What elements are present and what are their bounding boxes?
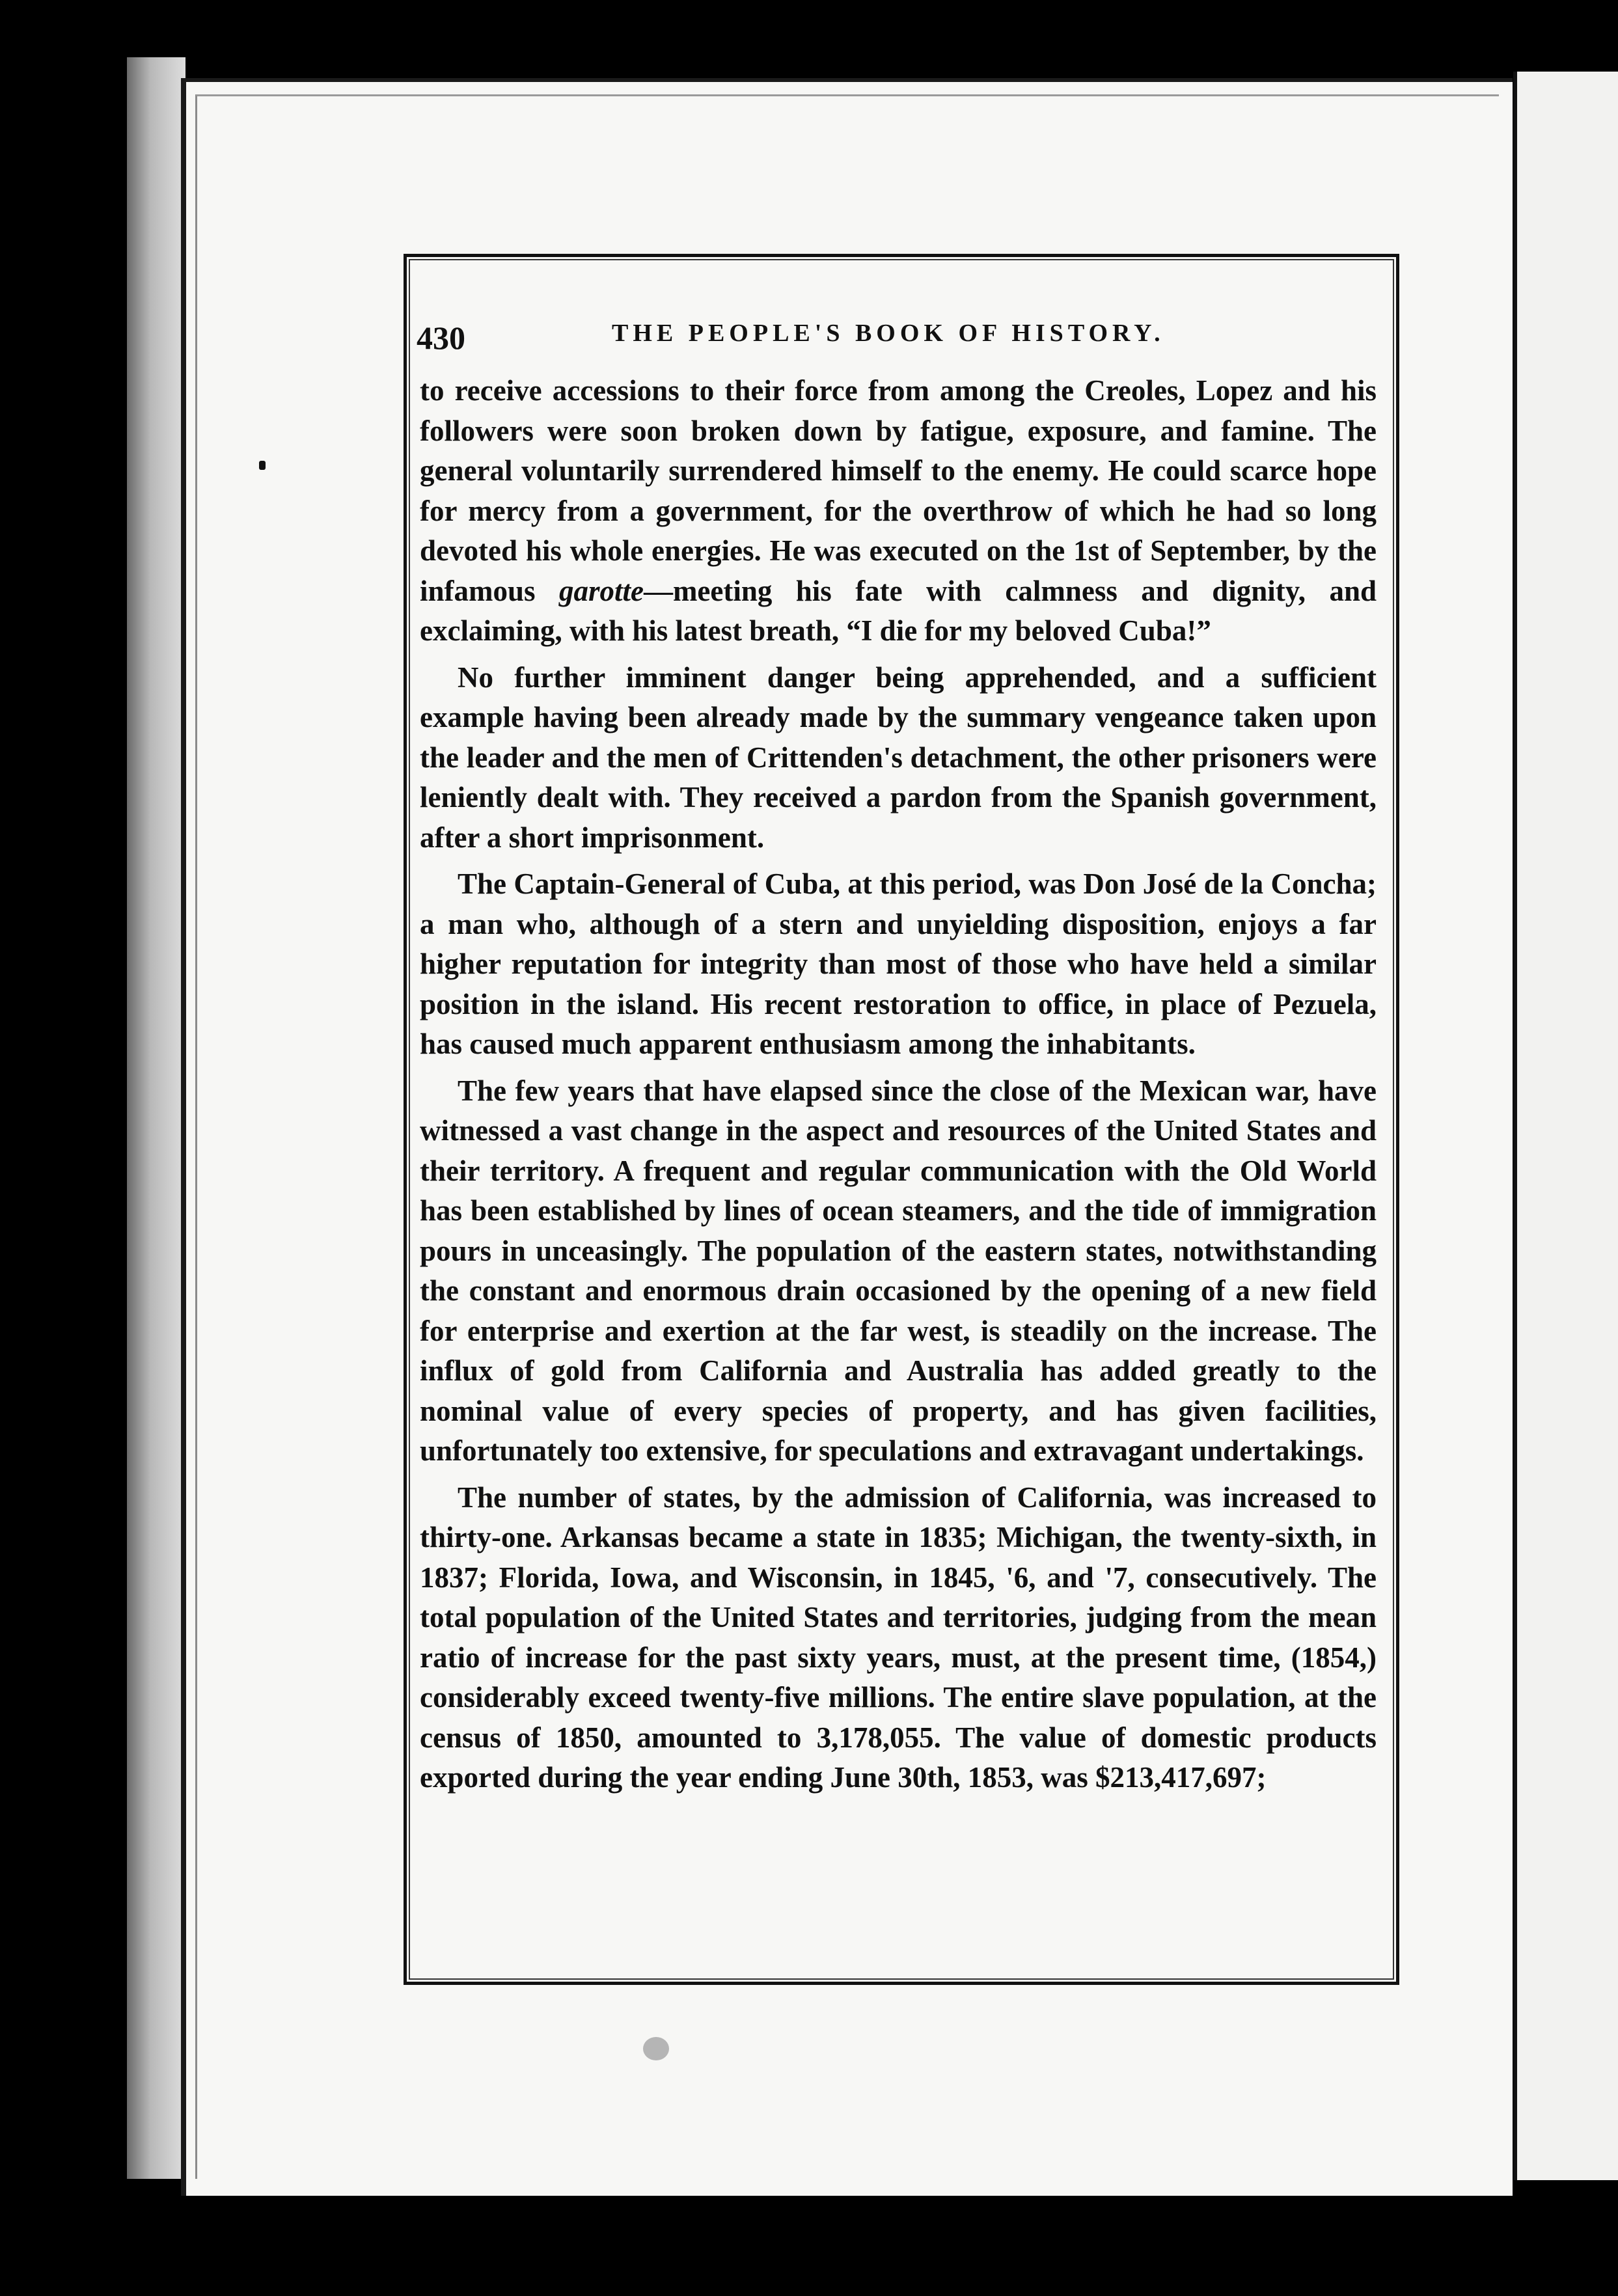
page-header bbox=[417, 319, 1380, 364]
page-number: 430 bbox=[417, 320, 465, 356]
running-title: THE PEOPLE'S BOOK OF HISTORY. bbox=[612, 320, 1165, 347]
paragraph-3: The Captain-General of Cuba, at this period, was Don José de la Concha; a man who, although of a stern and unyielding disposition, enjoys a far higher reputation for integrity than most of those who have held a similar position in the island. His recent restoration to office, in place of Pezuela, has caused much apparent enthusiasm among the inhabitants. bbox=[420, 868, 1377, 1060]
paragraph-1-before: to receive accessions to their force from among the Creoles, Lopez and his followers were soon broken down by fatigue, exposure, and famine. The general voluntarily surrendered himself to the enemy. He could scarce hope for mercy from a government, for the overthrow of which he had so long devoted his whole energies. He was executed on the 1st of September, by the infamous bbox=[420, 374, 1377, 607]
emphasis-garotte: garotte bbox=[558, 574, 644, 607]
paragraph-2: No further imminent danger being apprehended, and a sufficient example having been already made by the summary vengeance taken upon the leader and the men of Crittenden's detachment, the other prisoners were leniently dealt with. They received a pardon from the Spanish government, after a short imprisonment. bbox=[420, 661, 1377, 854]
scan-margin-strip bbox=[127, 57, 185, 2179]
paragraph-4: The few years that have elapsed since the close of the Mexican war, have witnessed a vast change in the aspect and resources of the United States and their territory. A frequent and regular communication with the Old World has been established by lines of ocean steamers, and the tide of immigration pours in unceasingly. The population of the eastern states, notwithstanding the constant and enormous drain occasioned by the opening of a new field for enterprise and exertion at the far west, is steadily on the increase. The influx of gold from California and Australia has added greatly to the nominal value of every species of property, and has given facilities, unfortunately too extensive, for speculations and extravagant undertakings. bbox=[420, 1074, 1377, 1467]
paragraph-1 bbox=[420, 371, 1377, 651]
paragraph-1-after: —meeting his fate with calmness and dignity, and exclaiming, with his latest breath, “I die for my beloved Cuba!” bbox=[420, 574, 1377, 647]
body-text bbox=[420, 371, 1377, 1805]
paragraph-5: The number of states, by the admission of California, was increased to thirty-one. Arkansas became a state in 1835; Michigan, the twenty-sixth, in 1837; Florida, Iowa, and Wisconsin, in 1845, '6, and '7, consecutively. The total population of the United States and territories, judging from the mean ratio of increase for the past sixty years, must, at the present time, (1854,) considerably exceed twenty-five millions. The entire slave population, at the census of 1850, amounted to 3,178,055. The value of domestic products exported during the year ending June 30th, 1853, was $213,417,697; bbox=[420, 1481, 1377, 1794]
margin-mark bbox=[259, 461, 266, 470]
facing-page-edge bbox=[1513, 72, 1618, 2180]
scan-speck bbox=[643, 2037, 669, 2060]
